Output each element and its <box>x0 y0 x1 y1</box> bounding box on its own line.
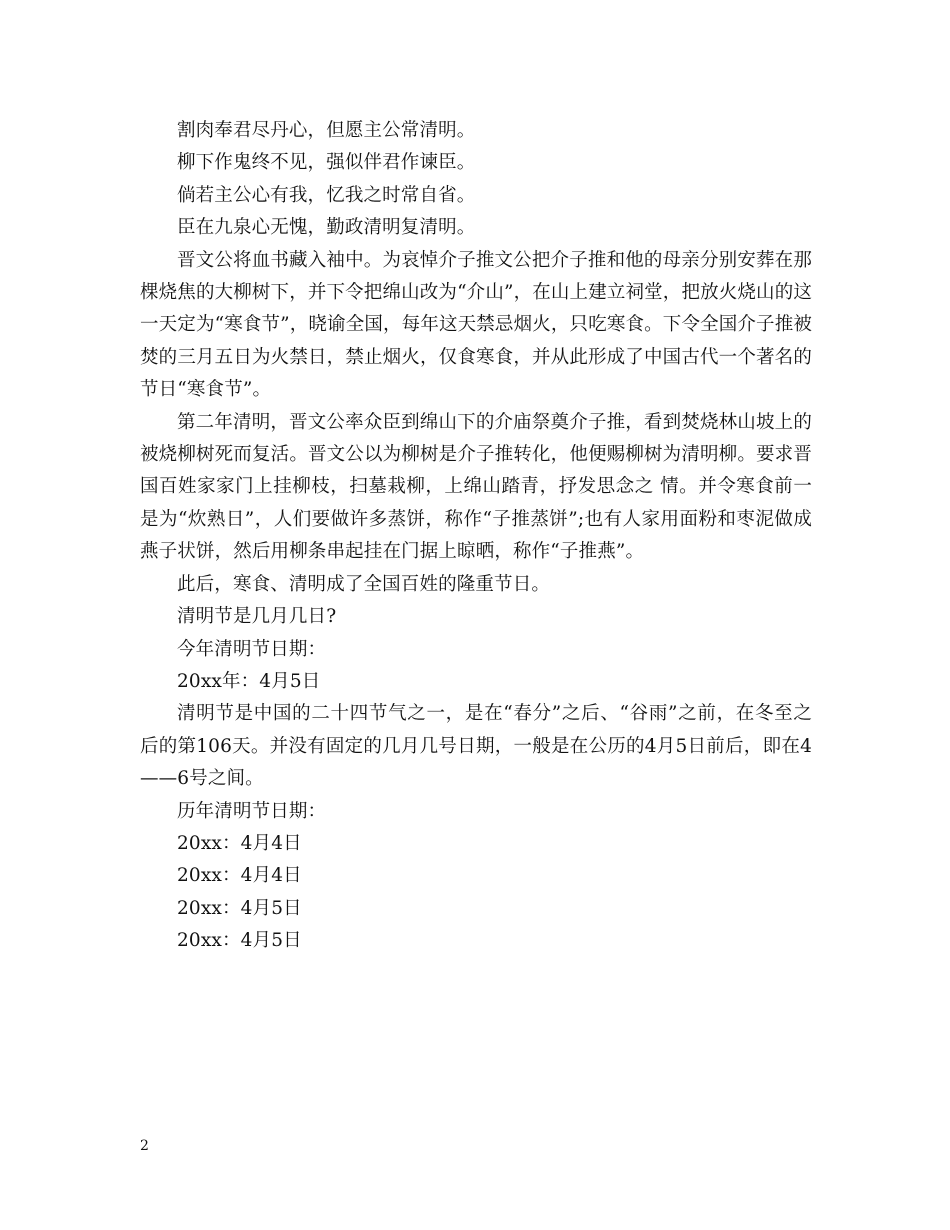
this-year-label: 今年清明节日期： <box>177 638 327 660</box>
poem-line-1: 割肉奉君尽丹心，但愿主公常清明。 <box>177 120 476 141</box>
past-year-date-1: 20xx：4月4日 <box>177 832 302 854</box>
paragraph-cold-food-festival: 晋文公将血书藏入袖中。为哀悼介子推文公把介子推和他的母亲分别安葬在那棵烧焦的大柳树下，并下令把绵山改为“介山”，在山上建立祠堂，把放火烧山的这一天定为“寒食节”，晓谕全国，每年这天禁忌烟火，只吃寒食。下令全国介子推被焚的三月五日为火禁日，禁止烟火，仅食寒食，并从此形成了中国古代一个著名的节日“寒食节”。 <box>140 249 812 401</box>
poem-line-3: 倘若主公心有我，忆我之时常自省。 <box>177 184 476 206</box>
past-years-label: 历年清明节日期： <box>177 800 327 822</box>
page-number: 2 <box>140 1138 149 1154</box>
past-year-date-2: 20xx：4月4日 <box>177 865 302 887</box>
paragraph-festival-importance: 此后，寒食、清明成了全国百姓的隆重节日。 <box>177 573 551 595</box>
paragraph-qingming-willow: 第二年清明，晋文公率众臣到绵山下的介庙祭奠介子推，看到焚烧林山坡上的被烧柳树死而复活。晋文公以为柳树是介子推转化，他便赐柳树为清明柳。要求晋国百姓家家门上挂柳枝，扫墓栽柳，上绵山踏青，抒发思念之 情。并令寒食前一是为“炊熟日”，人们要做许多蒸饼，称作“子推蒸饼”;也有人家用面粉和枣泥做成燕子状饼，然后用柳条串起挂在门据上晾晒，称作“子推燕”。 <box>140 411 812 563</box>
poem-line-4: 臣在九泉心无愧，勤政清明复清明。 <box>177 217 476 239</box>
document-body <box>140 115 812 958</box>
this-year-date: 20xx年：4月5日 <box>177 670 321 692</box>
past-year-date-4: 20xx：4月5日 <box>177 930 302 952</box>
poem-line-2: 柳下作鬼终不见，强似伴君作谏臣。 <box>177 152 476 174</box>
paragraph-solar-term: 清明节是中国的二十四节气之一，是在“春分”之后、“谷雨”之前，在冬至之后的第106天。并没有固定的几月几号日期，一般是在公历的4月5日前后，即在4——6号之间。 <box>140 703 812 790</box>
past-year-date-3: 20xx：4月5日 <box>177 897 302 919</box>
question-heading: 清明节是几月几日? <box>177 606 337 628</box>
